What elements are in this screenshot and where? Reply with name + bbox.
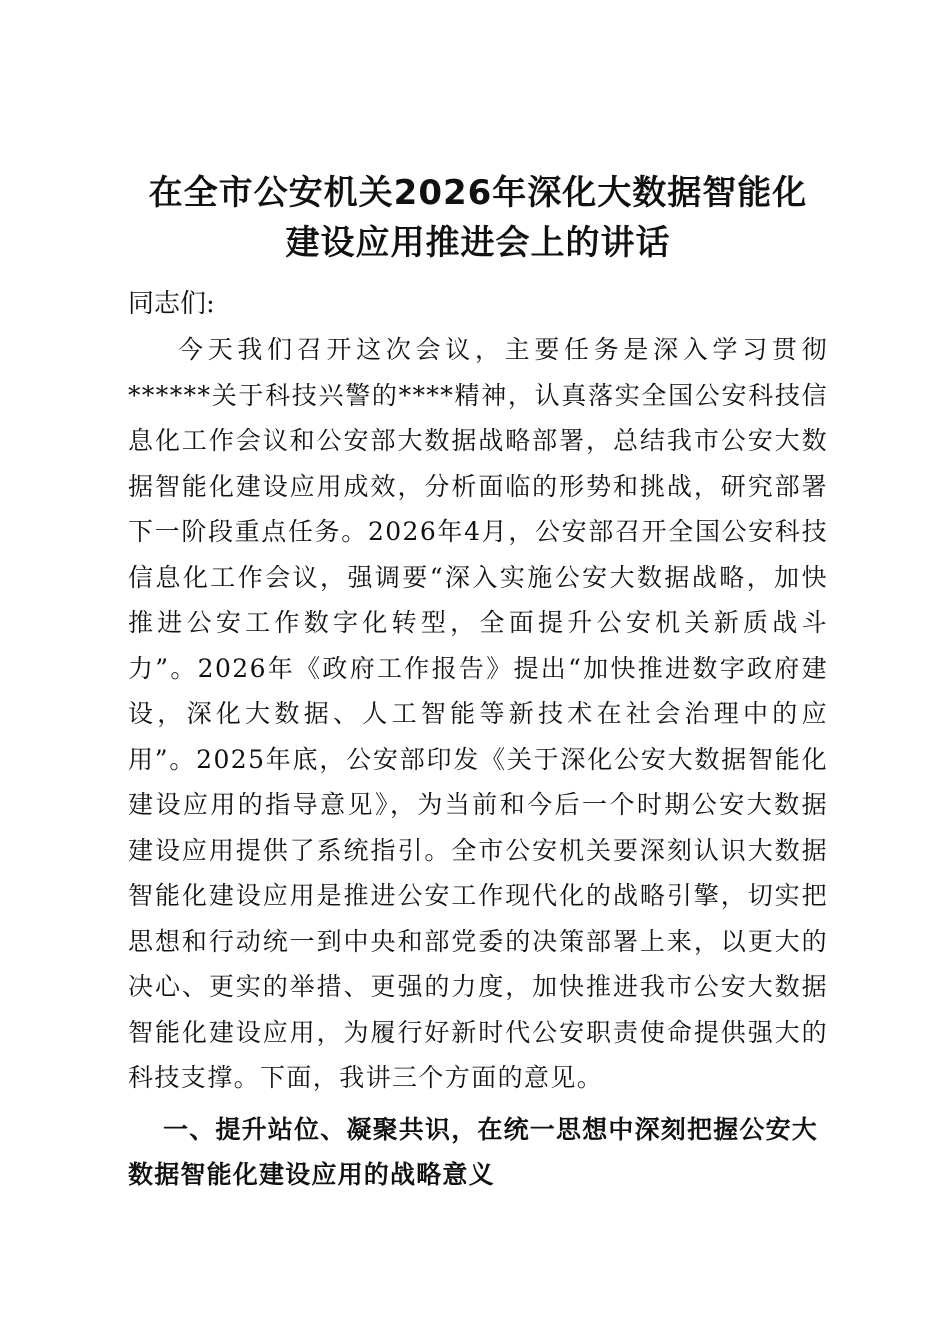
document-page xyxy=(128,168,828,1197)
body-paragraph-1: 今天我们召开这次会议，主要任务是深入学习贯彻******关于科技兴警的****精神，认真落实全国公安科技信息化工作会议和公安部大数据战略部署，总结我市公安大数据智能化建设应用成效，分析面临的形势和挑战，研究部署下一阶段重点任务。2026年4月，公安部召开全国公安科技信息化工作会议，强调要“深入实施公安大数据战略，加快推进公安工作数字化转型，全面提升公安机关新质战斗力”。2026年《政府工作报告》提出“加快推进数字政府建设，深化大数据、人工智能等新技术在社会治理中的应用”。2025年底，公安部印发《关于深化公安大数据智能化建设应用的指导意见》，为当前和今后一个时期公安大数据建设应用提供了系统指引。全市公安机关要深刻认识大数据智能化建设应用是推进公安工作现代化的战略引擎，切实把思想和行动统一到中央和部党委的决策部署上来，以更大的决心、更实的举措、更强的力度，加快推进我市公安大数据智能化建设应用，为履行好新时代公安职责使命提供强大的科技支撑。下面，我讲三个方面的意见。 xyxy=(128,335,828,1092)
section-heading-1: 一、提升站位、凝聚共识，在统一思想中深刻把握公安大数据智能化建设应用的战略意义 xyxy=(128,1114,819,1189)
document-title-line-2: 建设应用推进会上的讲话 xyxy=(285,223,671,263)
salutation: 同志们: xyxy=(128,289,215,319)
document-title xyxy=(128,168,828,268)
document-title-line-1: 在全市公安机关2026年深化大数据智能化 xyxy=(148,173,808,213)
